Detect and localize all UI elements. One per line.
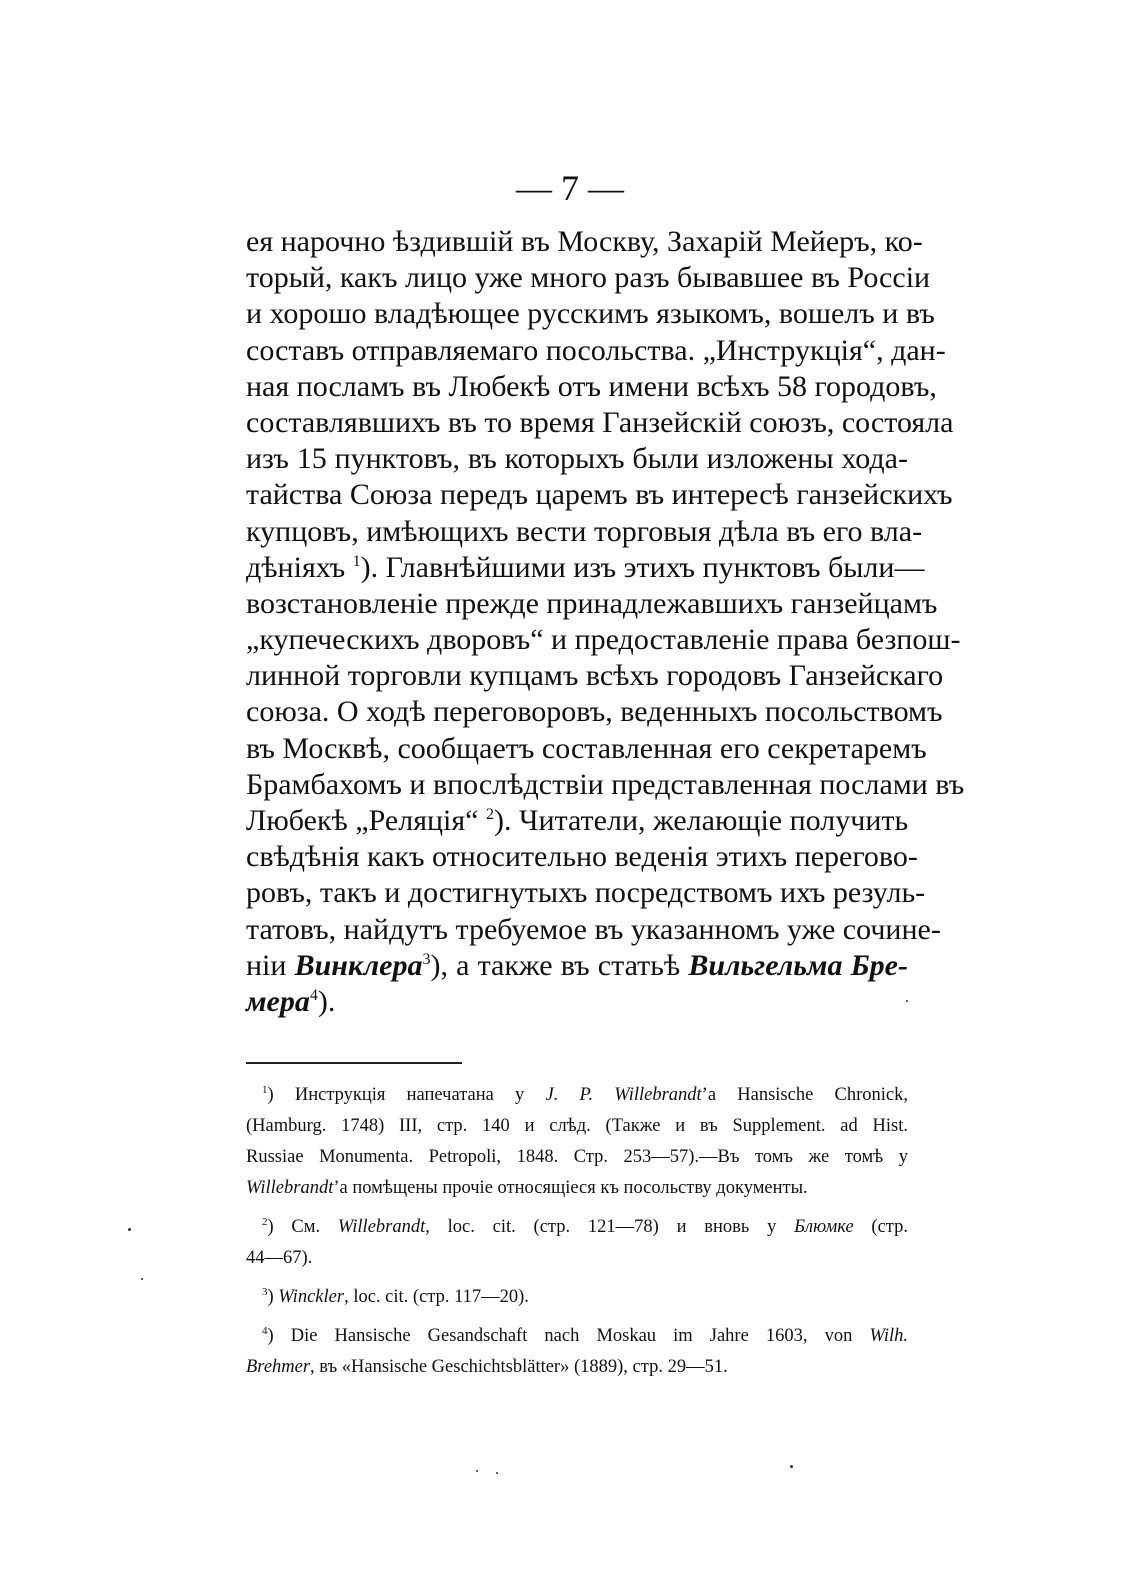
- footnote-4: $^4$) Die Hansische Gesandschaft nach Moskau im Jahre 1603, von Wilh. Brehmer, въ «Hansische Geschichtsblätter» (1889), стр. 29—51.: [246, 1325, 908, 1377]
- body-line: ровъ, такъ и достигнутыхъ посредствомъ ихъ резуль-: [246, 876, 926, 910]
- body-line: торый, какъ лицо уже много разъ бывавшее въ Россіи: [246, 261, 931, 295]
- body-line: мера$^4$).: [246, 984, 336, 1018]
- body-line: дѣніяхъ $^1$). Главнѣйшими изъ этихъ пунктовъ были—: [246, 550, 925, 584]
- footnote-mark: 2: [262, 1216, 268, 1228]
- footnote-ref[interactable]: 1: [352, 552, 361, 570]
- body-line: Любекѣ „Реляція“ $^2$). Читатели, желающіе получить: [246, 804, 909, 837]
- footnote-2: $^2$) См. Willebrandt, loc. cit. (стр. 121—78) и вновь у Блюмке (стр. 44—67).: [246, 1216, 908, 1268]
- body-line: ея нарочно ѣздившій въ Москву, Захарій Мейеръ, ко-: [246, 225, 923, 258]
- body-line: татовъ, найдутъ требуемое въ указанномъ уже сочине-: [246, 912, 941, 946]
- scan-speck: [476, 1470, 478, 1472]
- author-name: мера: [246, 984, 310, 1018]
- footnote-ref[interactable]: 3: [422, 950, 431, 968]
- footnote-ref[interactable]: 4: [309, 986, 318, 1004]
- body-line: тайства Союза передъ царемъ въ интересѣ ганзейскихъ: [246, 478, 953, 512]
- body-line: возстановленіе прежде принадлежавшихъ ганзейцамъ: [246, 586, 938, 620]
- body-line: ніи Винклера$^3$), а также въ статьѣ Вильгельма Бре-: [246, 948, 908, 982]
- body-line: изъ 15 пунктовъ, въ которыхъ были изложены хода-: [246, 442, 908, 476]
- body-line: свѣдѣнія какъ относительно веденія этихъ перегово-: [246, 840, 918, 874]
- body-line: составъ отправляемаго посольства. „Инструкція“, дан-: [246, 333, 946, 367]
- scan-speck: [790, 1465, 793, 1468]
- body-text: [246, 224, 965, 1020]
- author-name: Винклера: [294, 948, 423, 982]
- body-line: линной торговли купцамъ всѣхъ городовъ Ганзейскаго: [246, 659, 944, 693]
- body-line: союза. О ходѣ переговоровъ, веденныхъ посольствомъ: [246, 695, 943, 729]
- scan-speck: [141, 1278, 143, 1280]
- footnote-3: $^3$) Winckler, loc. cit. (стр. 117—20).: [262, 1286, 529, 1307]
- footnotes: [246, 1080, 908, 1383]
- footnote-mark: 4: [262, 1325, 268, 1337]
- scan-speck: [496, 1472, 498, 1474]
- author-name: Вильгельма Бре-: [688, 948, 908, 982]
- body-line: купцовъ, имѣющихъ вести торговыя дѣла въ его вла-: [246, 514, 923, 548]
- footnote-mark: 1: [262, 1084, 268, 1096]
- body-line: „купеческихъ дворовъ“ и предоставленіе права безпош-: [246, 623, 961, 657]
- footnote-ref[interactable]: 2: [486, 806, 494, 823]
- footnote-divider: [246, 1062, 462, 1064]
- scan-speck: [906, 1000, 908, 1002]
- body-line: составлявшихъ въ то время Ганзейскій союзъ, состояла: [246, 405, 954, 439]
- body-line: ная посламъ въ Любекѣ отъ имени всѣхъ 58 городовъ,: [246, 369, 937, 403]
- footnote-1: $^1$) Инструкція напечатана у J. P. Willebrandt’a Hansische Chronick, (Hamburg. 1748) III, стр. 140 и слѣд. (Также и въ Supplement. ad Hist. Russiae Monumenta. Petropoli, 1848. Стр. 253—57).—Въ томъ же томѣ у Willebrandt’a помѣщены прочіе относящіеся къ посольству документы.: [246, 1084, 908, 1198]
- scan-speck: [128, 1228, 131, 1231]
- body-line: и хорошо владѣющее русскимъ языкомъ, вошелъ и въ: [246, 297, 935, 331]
- footnote-mark: 3: [262, 1286, 268, 1298]
- page-number: — 7 —: [516, 168, 624, 208]
- body-line: Брамбахомъ и впослѣдствіи представленная послами въ: [246, 767, 965, 801]
- body-line: въ Москвѣ, сообщаетъ составленная его секретаремъ: [246, 731, 927, 765]
